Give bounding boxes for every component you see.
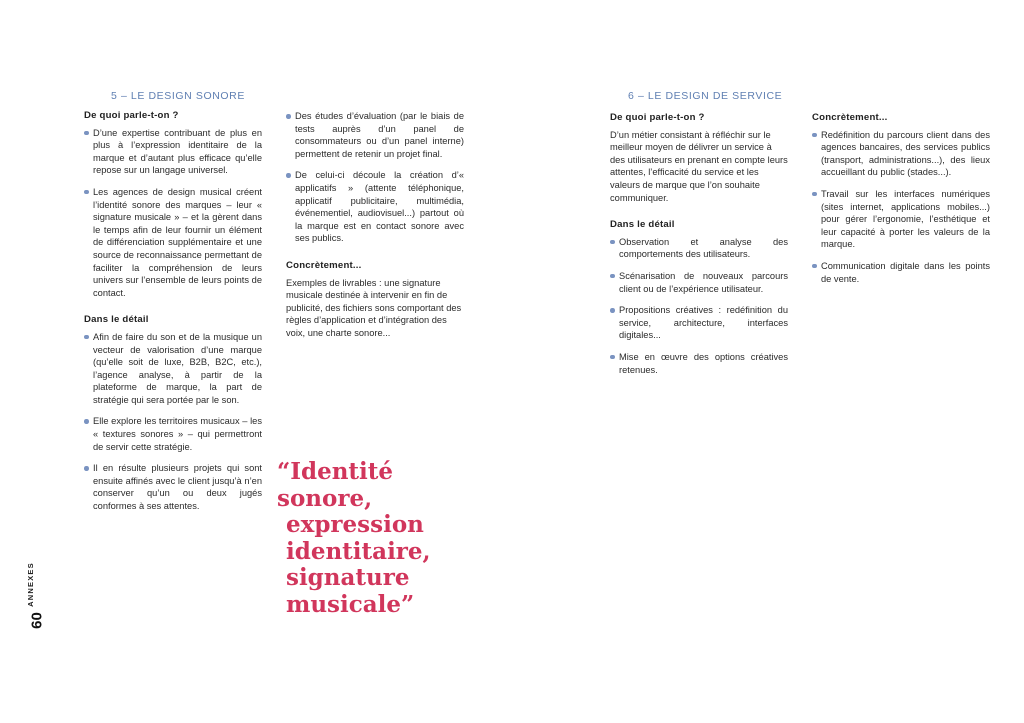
section-label: ANNEXES xyxy=(25,562,35,607)
section-5-title: 5 – LE DESIGN SONORE xyxy=(111,90,245,102)
list-item: Communication digitale dans les points de vente. xyxy=(812,260,990,285)
section-6-column-2 xyxy=(812,112,990,294)
what-heading: De quoi parle-t-on ? xyxy=(610,112,705,123)
bullet-icon xyxy=(812,133,817,138)
what-heading: De quoi parle-t-on ? xyxy=(84,110,179,121)
list-item: Il en résulte plusieurs projets qui sont ensuite affinés avec le client jusqu’à n’en conserver qu’un ou deux jugés conformes à ses attentes. xyxy=(84,462,262,512)
pull-quote xyxy=(277,459,487,618)
detail-heading: Dans le détail xyxy=(610,219,675,231)
quote-line: “Identité sonore, xyxy=(277,458,394,512)
list-item: Observation et analyse des comportements des utilisateurs. xyxy=(610,236,788,261)
bullet-icon xyxy=(610,355,615,360)
bullet-icon xyxy=(286,114,291,119)
list-item: Travail sur les interfaces numériques (sites internet, applications mobiles...) pour gérer l’ergonomie, l’esthétique et leur capacité à porter les valeurs de la marque. xyxy=(812,188,990,251)
concrete-list xyxy=(812,129,990,286)
concrete-text: Exemples de livrables : une signature musicale destinée à intervenir en fin de publicité, des fichiers sons comportant des règles d’application et d’intégration des voix, une charte sonore... xyxy=(286,277,462,338)
evaluation-list xyxy=(286,110,464,245)
what-text: D’un métier consistant à réfléchir sur le meilleur moyen de délivrer un service à des utilisateurs en prenant en compte leurs attentes, l’efficacité du service et les valeurs de marque que l’on souhaite communiquer. xyxy=(610,129,788,203)
bullet-icon xyxy=(84,466,89,471)
quote-line: identitaire, xyxy=(286,537,431,565)
bullet-icon xyxy=(610,308,615,313)
page-number: 60 xyxy=(28,612,46,629)
list-item: Les agences de design musical créent l’identité sonore des marques – leur « signature musicale » – et la gèrent dans le temps afin de leur fournir un élément de différenciation supplémentaire et une source de reconnaissance permettant de faciliter la compréhension de leurs univers sur l’ensemble de leurs points de contact. xyxy=(84,186,262,299)
bullet-icon xyxy=(812,192,817,197)
section-6-column-1 xyxy=(610,112,788,385)
quote-line: musicale” xyxy=(286,590,415,618)
bullet-icon xyxy=(610,240,615,245)
concrete-heading: Concrètement... xyxy=(286,259,362,271)
list-item: D’une expertise contribuant de plus en plus à l’expression identitaire de la marque et d’autant plus efficace qu’elle repose sur un langage universel. xyxy=(84,127,262,177)
list-item: Scénarisation de nouveaux parcours client ou de l’expérience utilisateur. xyxy=(610,270,788,295)
list-item: Propositions créatives : redéfinition du service, architecture, interfaces digitales... xyxy=(610,304,788,342)
list-item: Mise en œuvre des options créatives retenues. xyxy=(610,351,788,376)
list-item: Afin de faire du son et de la musique un vecteur de valorisation d’une marque (qu’elle soit de luxe, B2B, B2C, etc.), l’agence analyse, à partir de la plateforme de marque, la part de stratégie qui sera portée par le son. xyxy=(84,331,262,407)
section-6-title: 6 – LE DESIGN DE SERVICE xyxy=(628,90,783,102)
list-item: Elle explore les territoires musicaux – les « textures sonores » – qui permettront de servir cette stratégie. xyxy=(84,415,262,453)
section-5-column-2 xyxy=(286,110,464,349)
list-item: Redéfinition du parcours client dans des agences bancaires, des services publics (transport, administrations...), des lieux accueillant du public (stades...). xyxy=(812,129,990,179)
bullet-icon xyxy=(84,131,89,136)
bullet-icon xyxy=(84,190,89,195)
detail-list xyxy=(610,236,788,376)
bullet-icon xyxy=(286,173,291,178)
bullet-icon xyxy=(84,335,89,340)
concrete-heading: Concrètement... xyxy=(812,112,888,123)
bullet-icon xyxy=(812,264,817,269)
detail-list xyxy=(84,331,262,513)
section-5-column-1 xyxy=(84,110,262,522)
what-list xyxy=(84,127,262,300)
detail-heading: Dans le détail xyxy=(84,314,149,326)
bullet-icon xyxy=(610,274,615,279)
list-item: De celui-ci découle la création d’« applicatifs » (attente téléphonique, applicatif publicitaire, multimédia, événementiel, audiovisuel...) partout où la marque est en contact sonore avec ses publics. xyxy=(286,169,464,245)
bullet-icon xyxy=(84,419,89,424)
quote-line: signature xyxy=(286,564,410,591)
list-item: Des études d’évaluation (par le biais de tests auprès d’un panel de consommateurs ou d’un panel interne) permettent de retenir un projet final. xyxy=(286,110,464,160)
quote-line: expression xyxy=(286,511,424,538)
